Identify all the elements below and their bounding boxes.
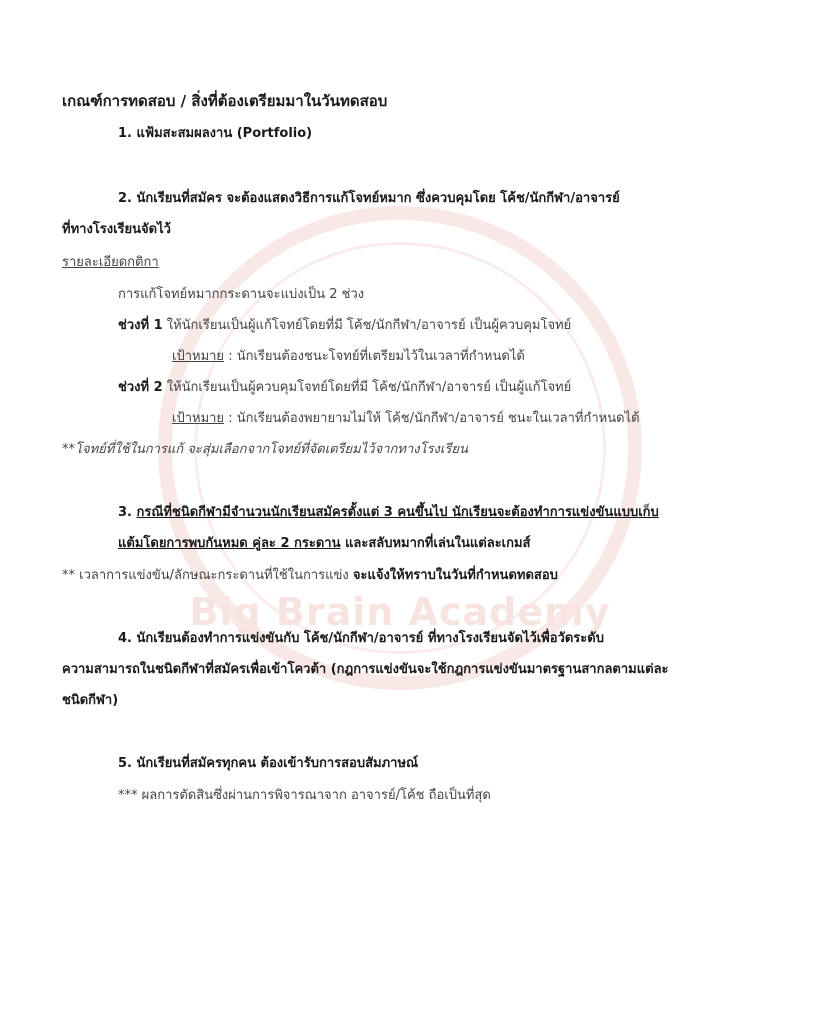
details-intro: การแก้โจทย์หมากกระดานจะแบ่งเป็น 2 ช่วง [118,287,365,302]
round-2-goal-text: : นักเรียนต้องพยายามไม่ให้ โค้ช/นักกีฬา/อาจารย์ ชนะในเวลาที่กำหนดได้ [224,411,640,426]
round-1-goal-label: เป้าหมาย [172,349,225,364]
item-3-underlined-2: แต้มโดยการพบกันหมด คู่ละ 2 กระดาน [118,536,341,551]
watermark-text: Big Brain Academy [189,590,611,634]
item-3-line-1 [118,504,659,522]
round-1-text: ให้นักเรียนเป็นผู้แก้โจทย์โดยที่มี โค้ช/นักกีฬา/อาจารย์ เป็นผู้ควบคุมโจทย์ [162,318,572,333]
item-3-underlined-1: กรณีที่ชนิดกีฬามีจำนวนนักเรียนสมัครตั้งแต่ 3 คนขึ้นไป นักเรียนจะต้องทำการแข่งขันแบบเก็บ [136,505,659,520]
round-1-label: ช่วงที่ 1 [118,318,163,333]
round-2-label: ช่วงที่ 2 [118,380,163,395]
item-2-line-2: ที่ทางโรงเรียนจัดไว้ [62,222,171,237]
item-2-line-1: 2. นักเรียนที่สมัคร จะต้องแสดงวิธีการแก้โจทย์หมาก ซึ่งควบคุมโดย โค้ช/นักกีฬา/อาจารย์ [118,191,620,206]
item-3-note-bold: จะแจ้งให้ทราบในวันที่กำหนดทดสอบ [352,568,558,583]
round-1-goal-text: : นักเรียนต้องชนะโจทย์ที่เตรียมไว้ในเวลาที่กำหนดได้ [224,349,525,364]
round-2 [118,379,571,397]
round-1-goal [172,348,525,366]
item-5-note: *** ผลการตัดสินซึ่งผ่านการพิจารณาจาก อาจารย์/โค้ช ถือเป็นที่สุด [118,788,491,803]
page-heading: เกณฑ์การทดสอบ / สิ่งที่ต้องเตรียมมาในวันทดสอบ [62,92,388,110]
random-problem-note: **โจทย์ที่ใช้ในการแก้ จะสุ่มเลือกจากโจทย์ที่จัดเตรียมไว้จากทางโรงเรียน [62,442,468,457]
item-4-line-3: ชนิดกีฬา) [62,693,119,708]
details-label: รายละเอียดกติกา [62,255,159,270]
item-5-line-1: 5. นักเรียนที่สมัครทุกคน ต้องเข้ารับการสอบสัมภาษณ์ [118,756,419,771]
item-3-note [62,567,558,585]
round-2-goal [172,410,640,428]
item-1: 1. แฟ้มสะสมผลงาน (Portfolio) [118,126,313,141]
round-2-text: ให้นักเรียนเป็นผู้ควบคุมโจทย์โดยที่มี โค้ช/นักกีฬา/อาจารย์ เป็นผู้แก้โจทย์ [162,380,572,395]
item-4-line-1: 4. นักเรียนต้องทำการแข่งขันกับ โค้ช/นักกีฬา/อาจารย์ ที่ทางโรงเรียนจัดไว้เพื่อวัดระดับ [118,631,604,646]
item-3-prefix: 3. [118,505,137,520]
item-3-note-plain: ** เวลาการแข่งขัน/ลักษณะกระดานที่ใช้ในการแข่ง [62,568,353,583]
item-3-rest-2: และสลับหมากที่เล่นในแต่ละเกมส์ [340,536,531,551]
round-1 [118,317,571,335]
item-3-line-2 [118,535,531,553]
round-2-goal-label: เป้าหมาย [172,411,225,426]
item-4-line-2: ความสามารถในชนิดกีฬาที่สมัครเพื่อเข้าโควต้า (กฎการแข่งขันจะใช้กฎการแข่งขันมาตรฐานสากลตามแต่ละ [62,662,669,677]
